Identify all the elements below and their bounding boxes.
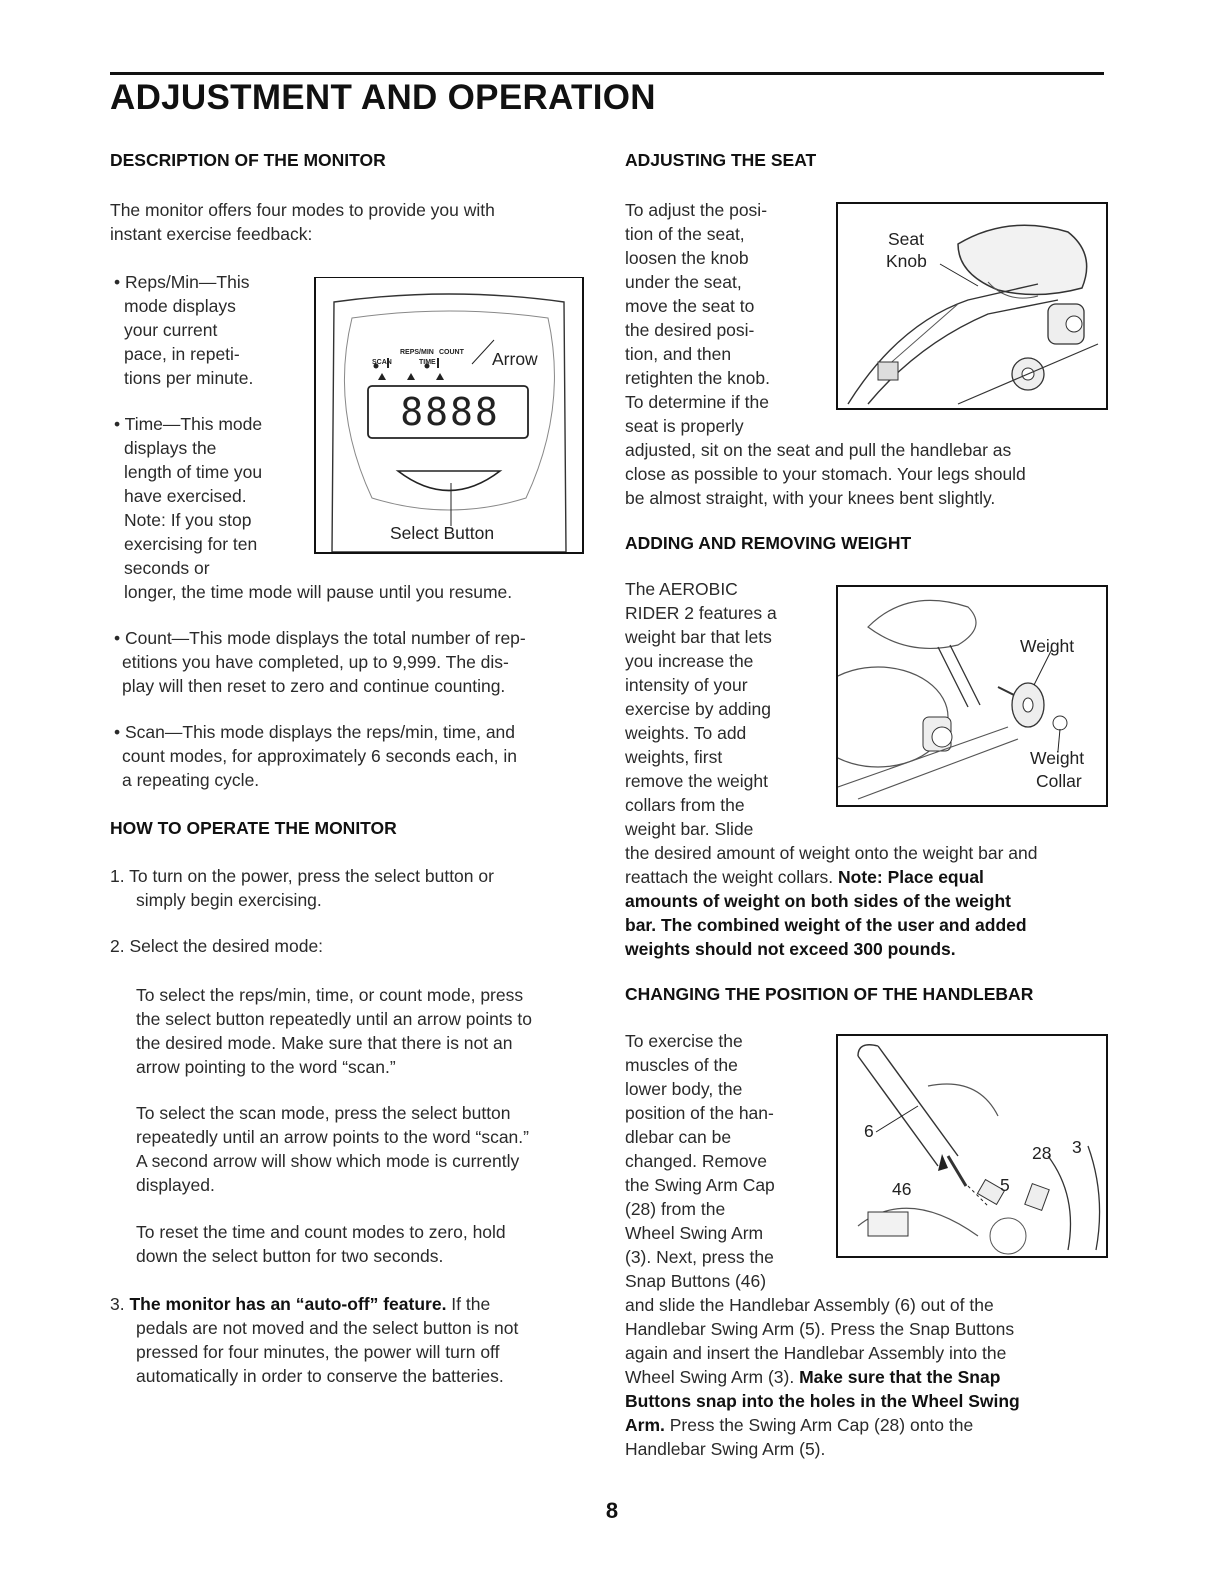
count-indicator: COUNT	[439, 349, 464, 356]
weight-label: Weight	[1020, 636, 1075, 656]
weight-collar-label-line2: Collar	[1036, 771, 1082, 791]
monitor-display: 8888	[400, 390, 500, 434]
callout-3: 3	[1072, 1137, 1082, 1157]
count-item: • Count—This mode displays the total number of rep- etitions you have completed, up to 9,999. The dis- play will then reset to zero and continue counting.	[114, 628, 526, 696]
weight-heading: ADDING AND REMOVING WEIGHT	[625, 533, 912, 553]
title-rule	[110, 72, 1104, 75]
seat-heading: ADJUSTING THE SEAT	[625, 150, 817, 170]
weight-paragraph: The AEROBIC RIDER 2 features a weight bar that lets you increase the intensity of your exercise by adding weights. To add weights, first remove the weight collars from the weight bar. Slide the desired amount of weight onto the weight bar and reattach the weight collars. Note: Place equal amounts of weight on both sides of the weight bar. The combined weight of the user and added weights should not exceed 300 pounds.	[625, 579, 1038, 959]
reps-min-item: • Reps/Min—This mode displays your current pace, in repeti- tions per minute.	[114, 272, 254, 388]
step-3: 3. The monitor has an “auto-off” feature. If the pedals are not moved and the select button is not pressed for four minutes, the power will turn off automatically in order to conserve the batteries.	[110, 1294, 519, 1386]
page-number: 8	[605, 1498, 619, 1523]
handlebar-heading: CHANGING THE POSITION OF THE HANDLEBAR	[625, 984, 1034, 1004]
how-to-heading: HOW TO OPERATE THE MONITOR	[110, 818, 397, 838]
reps-min-indicator: REPS/MIN	[400, 349, 434, 356]
step-1: 1. To turn on the power, press the select button or simply begin exercising.	[110, 866, 494, 910]
callout-5: 5	[1000, 1175, 1010, 1195]
handlebar-figure	[836, 1034, 1108, 1258]
scan-mode-paragraph: To select the scan mode, press the select button repeatedly until an arrow points to the word “scan.” A second arrow will show which mode is currently displayed.	[136, 1103, 529, 1195]
time-indicator: TIME	[419, 359, 436, 366]
seat-label: Seat	[888, 229, 924, 249]
page-title: ADJUSTMENT AND OPERATION	[110, 78, 656, 117]
scan-indicator: SCAN	[372, 359, 392, 366]
weight-figure	[836, 585, 1108, 807]
select-button-label: Select Button	[390, 523, 495, 543]
seat-figure	[836, 202, 1108, 410]
reset-paragraph: To reset the time and count modes to zero, hold down the select button for two seconds.	[136, 1222, 506, 1266]
callout-46: 46	[892, 1179, 912, 1199]
weight-collar-label-line1: Weight	[1030, 748, 1085, 768]
seat-paragraph: To adjust the posi- tion of the seat, loosen the knob under the seat, move the seat to the desired posi- tion, and then retighten the knob. To determine if the seat is properly adjusted, sit on the seat and pull the handlebar as close as possible to your stomach. Your legs should be almost straight, with your knees bent slightly.	[625, 200, 1026, 508]
time-item: • Time—This mode displays the length of time you have exercised. Note: If you stop exercising for ten seconds or longer, the time mode will pause until you resume.	[114, 414, 513, 602]
knob-label: Knob	[886, 251, 927, 271]
select-mode-paragraph: To select the reps/min, time, or count mode, press the select button repeatedly until an arrow points to the desired mode. Make sure that there is not an arrow pointing to the word “scan.”	[136, 985, 532, 1077]
description-heading: DESCRIPTION OF THE MONITOR	[110, 150, 386, 170]
intro-paragraph: The monitor offers four modes to provide you with instant exercise feedback:	[110, 200, 495, 244]
step-2: 2. Select the desired mode:	[110, 936, 324, 956]
arrow-label: Arrow	[492, 349, 538, 369]
scan-item: • Scan—This mode displays the reps/min, time, and count modes, for approximately 6 seconds each, in a repeating cycle.	[114, 722, 517, 790]
monitor-figure	[314, 277, 584, 554]
callout-6: 6	[864, 1121, 874, 1141]
callout-28: 28	[1032, 1143, 1052, 1163]
handlebar-paragraph: To exercise the muscles of the lower body, the position of the han- dlebar can be changed. Remove the Swing Arm Cap (28) from the Wheel Swing Arm (3). Next, press the Snap Buttons (46) and slide the Handlebar Assembly (6) out of the Handlebar Swing Arm (5). Press the Snap Buttons again and insert the Handlebar Assembly into the Wheel Swing Arm (3). Make sure that the Snap Buttons snap into the holes in the Wheel Swing Arm. Press the Swing Arm Cap (28) onto the Handlebar Swing Arm (5).	[625, 1031, 1020, 1459]
